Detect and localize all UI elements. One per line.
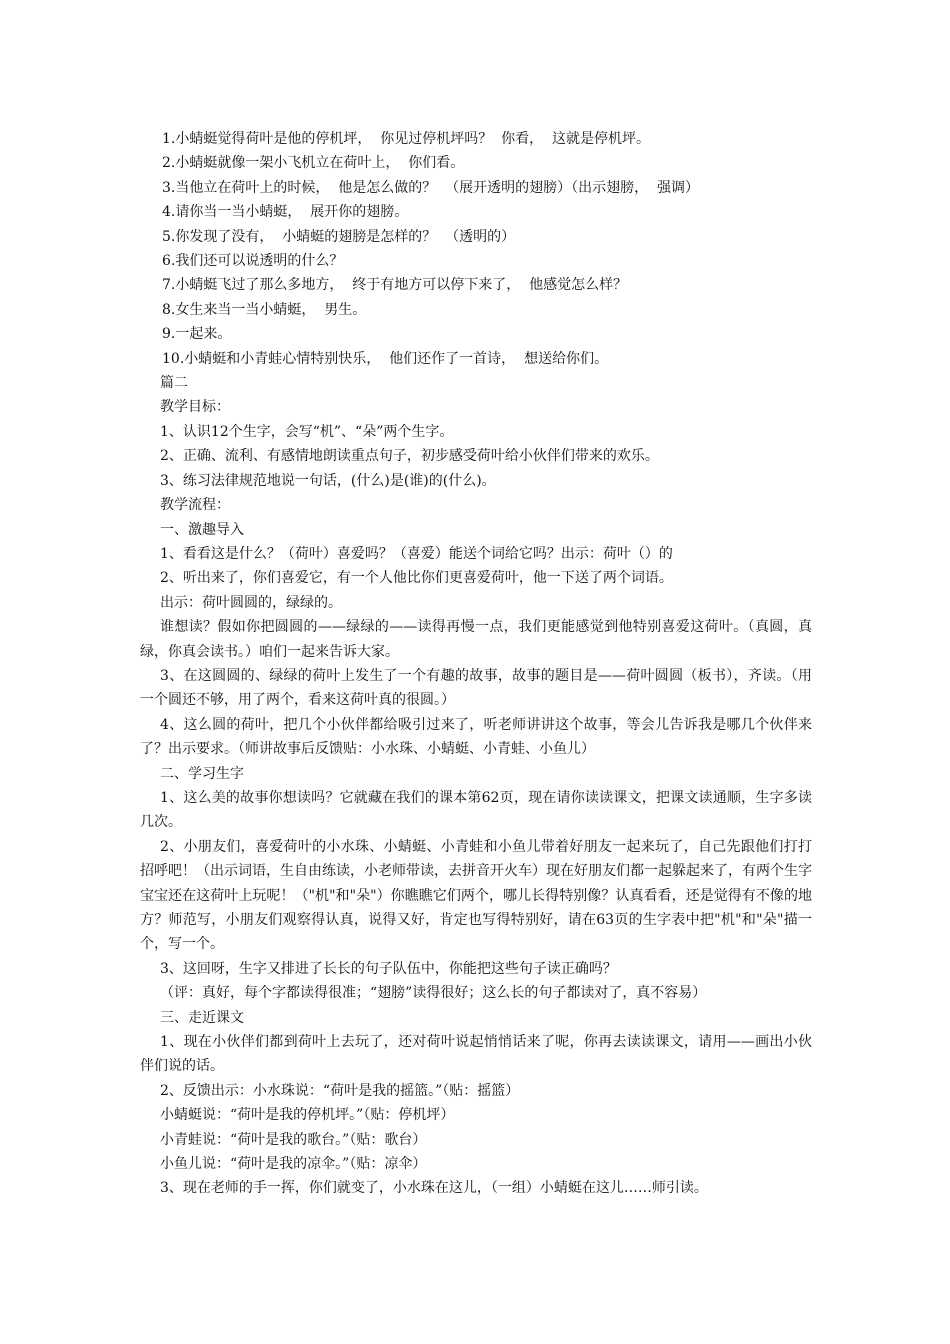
step-line: 10.小蜻蜓和小青蛙心情特别快乐， 他们还作了一首诗， 想送给你们。 xyxy=(162,350,609,367)
document-body xyxy=(140,127,812,1201)
lesson-steps-part1 xyxy=(140,127,812,371)
paragraph: 小蜻蜓说：“荷叶是我的停机坪。”（贴：停机坪） xyxy=(160,1107,455,1124)
paragraph: 1、看看这是什么？（荷叶）喜爱吗？（喜爱）能送个词给它吗？出示：荷叶（）的 xyxy=(160,545,673,562)
paragraph: 谁想读？假如你把圆圆的——绿绿的——读得再慢一点，我们更能感觉到他特别喜爱这荷叶。（真圆，真绿，你真会读书。）咱们一起来告诉大家。 xyxy=(140,619,812,660)
section-title: 篇二 xyxy=(160,375,188,392)
paragraph: 3、现在老师的手一挥，你们就变了，小水珠在这儿，（一组）小蜻蜓在这儿……师引读。 xyxy=(160,1180,708,1197)
paragraph: 2、听出来了，你们喜爱它，有一个人他比你们更喜爱荷叶，他一下送了两个词语。 xyxy=(160,570,673,587)
paragraph: 4、这么圆的荷叶，把几个小伙伴都给吸引过来了，听老师讲讲这个故事，等会儿告诉我是哪几个伙伴来了？出示要求。（师讲故事后反馈贴：小水珠、小蜻蜓、小青蛙、小鱼儿） xyxy=(140,716,812,758)
goal-item: 1、认识12个生字，会写“机”、“朵”两个生字。 xyxy=(160,423,454,440)
paragraph: 2、反馈出示：小水珠说：“荷叶是我的摇篮。”（贴：摇篮） xyxy=(160,1082,520,1099)
paragraph: 小鱼儿说：“荷叶是我的凉伞。”（贴：凉伞） xyxy=(160,1156,427,1173)
flow-heading: 教学流程： xyxy=(160,497,230,514)
paragraph: （评：真好，每个字都读得很准；“翅膀”读得很好；这么长的句子都读对了，真不容易） xyxy=(160,985,707,1002)
goal-item: 2、正确、流利、有感情地朗读重点句子，初步感受荷叶给小伙伴们带来的欢乐。 xyxy=(160,448,659,465)
paragraph: 出示：荷叶圆圆的，绿绿的。 xyxy=(160,594,342,611)
step-line: 8.女生来当一当小蜻蜓， 男生。 xyxy=(162,301,367,318)
step-line: 9.一起来。 xyxy=(162,326,232,343)
step-line: 3.当他立在荷叶上的时候， 他是怎么做的？ （展开透明的翅膀）（出示翅膀， 强调） xyxy=(162,179,700,196)
step-line: 1.小蜻蜓觉得荷叶是他的停机坪， 你见过停机坪吗？ 你看， 这就是停机坪。 xyxy=(162,131,651,147)
subsection-title: 一、激趣导入 xyxy=(160,521,244,538)
subsection-title: 三、走近课文 xyxy=(160,1009,244,1026)
paragraph: 3、这回呀，生字又排进了长长的句子队伍中，你能把这些句子读正确吗？ xyxy=(160,960,617,977)
goals-heading: 教学目标： xyxy=(160,399,230,416)
step-line: 2.小蜻蜓就像一架小飞机立在荷叶上， 你们看。 xyxy=(162,155,465,172)
paragraph: 3、在这圆圆的、绿绿的荷叶上发生了一个有趣的故事，故事的题目是——荷叶圆圆（板书），齐读。（用一个圆还不够，用了两个，看来这荷叶真的很圆。） xyxy=(140,667,812,709)
step-line: 7.小蜻蜓飞过了那么多地方， 终于有地方可以停下来了， 他感觉怎么样？ xyxy=(162,277,628,294)
subsection-title: 二、学习生字 xyxy=(160,765,244,782)
paragraph: 2、小朋友们，喜爱荷叶的小水珠、小蜻蜓、小青蛙和小鱼儿带着好朋友一起来玩了，自己先跟他们打打招呼吧！（出示词语，生自由练读，小老师带读，去拼音开火车）现在好朋友们都一起躲起来了，有两个生字宝宝还在这荷叶上玩呢！（"机"和"朵"）你瞧瞧它们两个，哪儿长得特别像？认真看看，还是觉得有不像的地方？师范写，小朋友们观察得认真，说得又好，肯定也写得特别好，请在63页的生字表中把"机"和"朵"描一个，写一个。 xyxy=(140,838,812,953)
paragraph: 1、这么美的故事你想读吗？它就藏在我们的课本第62页，现在请你读读课文，把课文读通顺，生字多读几次。 xyxy=(140,789,812,831)
paragraph: 小青蛙说：“荷叶是我的歌台。”（贴：歌台） xyxy=(160,1131,427,1148)
goal-item: 3、练习法律规范地说一句话，(什么)是(谁)的(什么)。 xyxy=(160,472,496,489)
paragraph: 1、现在小伙伴们都到荷叶上去玩了，还对荷叶说起悄悄话来了呢，你再去读读课文，请用——画出小伙伴们说的话。 xyxy=(140,1034,812,1075)
step-line: 6.我们还可以说透明的什么？ xyxy=(162,253,344,270)
step-line: 4.请你当一当小蜻蜓， 展开你的翅膀。 xyxy=(162,204,409,221)
step-line: 5.你发现了没有， 小蜻蜓的翅膀是怎样的？ （透明的） xyxy=(162,228,516,245)
